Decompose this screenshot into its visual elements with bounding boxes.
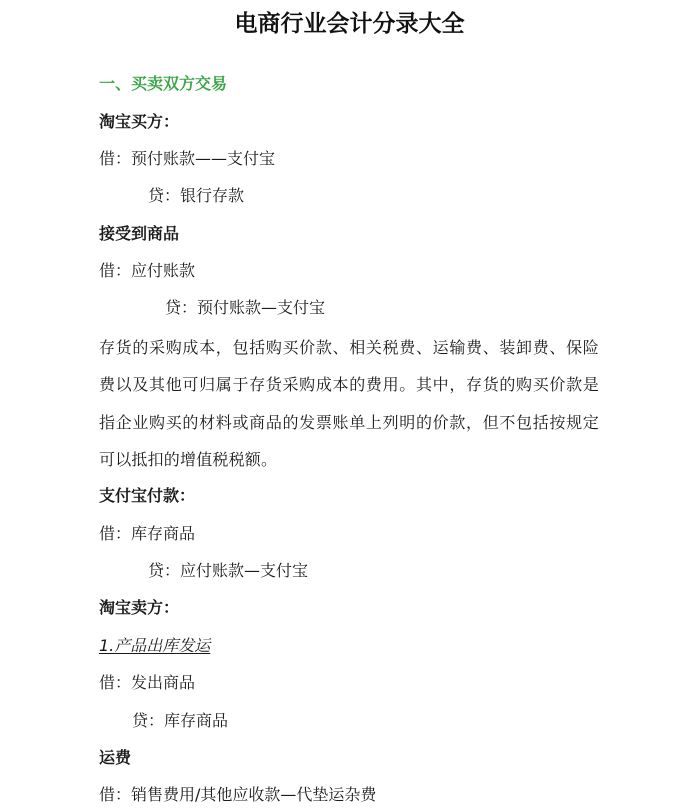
buyer-debit-entry: 借：预付账款——支付宝	[99, 149, 276, 168]
seller-heading: 淘宝卖方：	[99, 598, 180, 617]
freight-heading: 运费	[99, 748, 132, 767]
seller-debit-entry: 借：发出商品	[99, 673, 196, 692]
inventory-cost-paragraph: 存货的采购成本，包括购买价款、相关税费、运输费、装卸费、保险费以及其他可归属于存货采购成本的费用。其中，存货的购买价款是指企业购买的材料或商品的发票账单上列明的价款，但不包括按规定可以抵扣的增值税税额。	[99, 338, 599, 469]
alipay-payment-heading: 支付宝付款：	[99, 486, 196, 505]
seller-subheading-shipping: 1.产品出库发运	[99, 636, 211, 655]
receive-debit-entry: 借：应付账款	[99, 261, 196, 280]
buyer-credit-entry: 贷：银行存款	[148, 186, 245, 205]
receive-goods-heading: 接受到商品	[99, 224, 180, 243]
receive-credit-entry: 贷：预付账款—支付宝	[165, 298, 326, 317]
buyer-heading: 淘宝买方：	[99, 112, 180, 131]
freight-debit-entry: 借：销售费用/其他应收款—代垫运杂费	[99, 785, 377, 804]
alipay-credit-entry: 贷：应付账款—支付宝	[148, 561, 309, 580]
document-title: 电商行业会计分录大全	[234, 11, 465, 37]
seller-credit-entry: 贷：库存商品	[132, 711, 229, 730]
section-heading-trading: 一、买卖双方交易	[99, 74, 228, 93]
alipay-debit-entry: 借：库存商品	[99, 524, 196, 543]
